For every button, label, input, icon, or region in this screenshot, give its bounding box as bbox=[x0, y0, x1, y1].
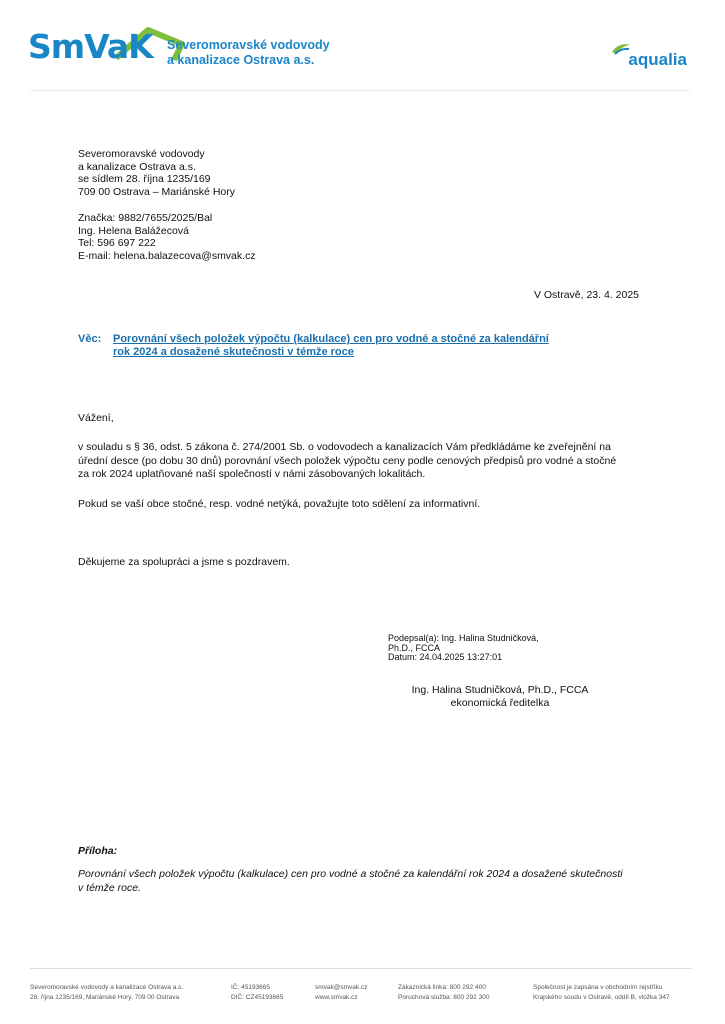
footer-ids: IČ: 45193665 DIČ: CZ45193665 bbox=[231, 984, 284, 1001]
signatory bbox=[395, 684, 605, 710]
subject-text: Porovnání všech položek výpočtu (kalkulace) cen pro vodné a stočné za kalendářní rok 2024 a dosažené skutečnosti v témže roce bbox=[113, 333, 549, 358]
sender-address: Severomoravské vodovody a kanalizace Ostrava a.s. se sídlem 28. října 1235/169 709 00 Ostrava – Mariánské Hory bbox=[78, 148, 235, 198]
aqualia-logo bbox=[607, 40, 687, 70]
signatory-role: ekonomická ředitelka bbox=[450, 697, 550, 709]
greeting: Vážení, bbox=[78, 412, 114, 424]
digital-signature: Podepsal(a): Ing. Halina Studničková, Ph.D., FCCA Datum: 24.04.2025 13:27:01 bbox=[388, 633, 539, 662]
footer-company: Severomoravské vodovody a kanalizace Ostrava a.s. 28. října 1235/169, Mariánské Hory, 709 00 Ostrava bbox=[30, 984, 184, 1001]
letter-date: V Ostravě, 23. 4. 2025 bbox=[533, 289, 639, 301]
paragraph-info: Pokud se vaší obce stočné, resp. vodné netýká, považujte toto sdělení za informativní. bbox=[78, 498, 481, 510]
contact-name: Ing. Helena Balážecová bbox=[78, 224, 189, 237]
header-divider bbox=[30, 90, 690, 91]
contact-phone: Tel: 596 697 222 bbox=[78, 237, 156, 249]
contact-email: E-mail: helena.balazecova@smvak.cz bbox=[78, 249, 256, 262]
company-name-logo: Severomoravské vodovody a kanalizace Ostrava a.s. bbox=[167, 38, 330, 67]
signatory-name: Ing. Halina Studničková, Ph.D., FCCA bbox=[411, 684, 589, 696]
smvak-logo bbox=[28, 24, 328, 72]
reference-number: Značka: 9882/7655/2025/Bal bbox=[78, 212, 213, 224]
footer-web: smvak@smvak.cz www.smvak.cz bbox=[315, 984, 368, 1001]
footer-phones: Zákaznická linka: 800 292 400 Poruchová služba: 800 292 300 bbox=[398, 984, 490, 1001]
footer-divider bbox=[30, 968, 692, 969]
attachment-title: Příloha: bbox=[78, 845, 118, 857]
logo-wordmark: SmVaK bbox=[28, 27, 153, 66]
footer-registry: Společnost je zapsána v obchodním rejstříku Krajského soudu v Ostravě, oddíl B, vložka 347 bbox=[533, 984, 670, 1001]
aqualia-wordmark: aqualia bbox=[628, 50, 687, 69]
attachment-text: Porovnání všech položek výpočtu (kalkulace) cen pro vodné a stočné za kalendářní rok 2024 a dosažené skutečnosti v témže roce. bbox=[78, 868, 623, 894]
closing: Děkujeme za spolupráci a jsme s pozdravem. bbox=[78, 556, 290, 568]
contact-info bbox=[78, 212, 256, 262]
subject-label: Věc: bbox=[78, 333, 102, 345]
paragraph-main: v souladu s § 36, odst. 5 zákona č. 274/2001 Sb. o vodovodech a kanalizacích Vám předkládáme ke zveřejnění na úřední desce (po dobu 30 dnů) porovnání všech položek výpočtu ceny podle cenových předpisů pro vodné a stočné za rok 2024 uplatňované naší společností v námi zásobovaných lokalitách. bbox=[78, 441, 617, 481]
